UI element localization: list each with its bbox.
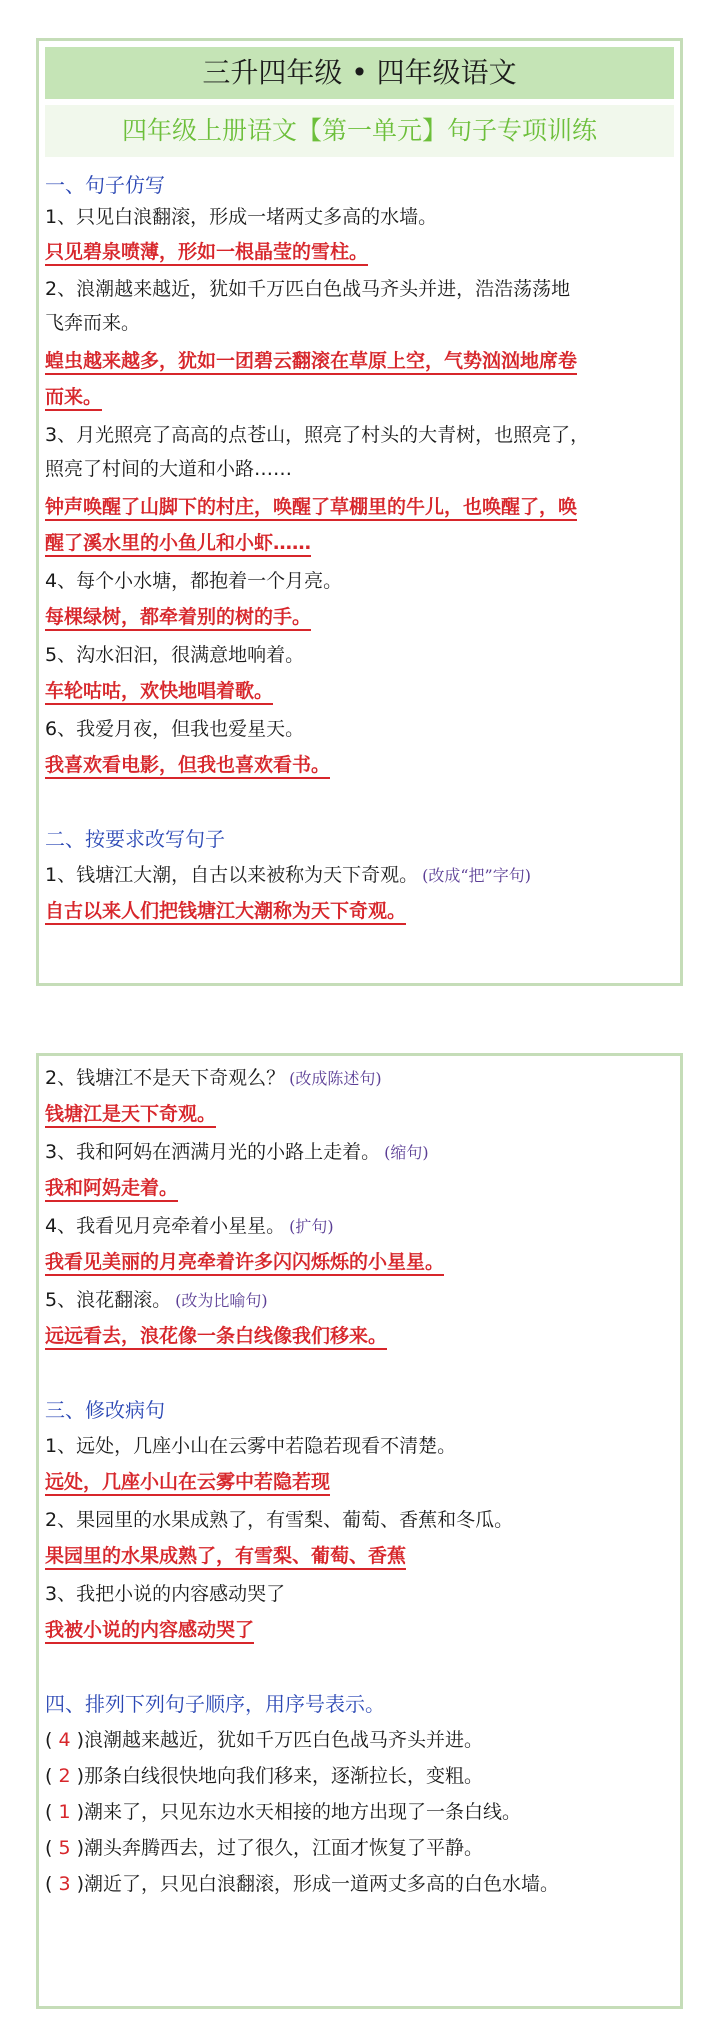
ordering-text: )浪潮越来越近，犹如千万匹白色战马齐头并进。 — [76, 1729, 484, 1751]
answer-text: 我喜欢看电影，但我也喜欢看书。 — [45, 754, 330, 779]
order-number: 1 — [58, 1801, 71, 1823]
question-text: 3、月光照亮了高高的点苍山，照亮了村头的大青树，也照亮了， — [45, 424, 590, 446]
answer-text: 醒了溪水里的小鱼儿和小虾…… — [45, 532, 311, 557]
question-text: 4、我看见月亮牵着小星星。 — [45, 1215, 286, 1237]
answer-text: 果园里的水果成熟了，有雪梨、葡萄、香蕉 — [45, 1545, 406, 1570]
ordering-text: )潮头奔腾西去，过了很久，江面才恢复了平静。 — [76, 1837, 484, 1859]
question-text: 照亮了村间的大道和小路…… — [45, 458, 293, 480]
question-line — [45, 861, 531, 890]
order-number: 4 — [58, 1729, 71, 1751]
answer-text: 远处，几座小山在云雾中若隐若现 — [45, 1471, 330, 1496]
question-text: 4、每个小水塘，都抱着一个月亮。 — [45, 570, 343, 592]
question-text: 6、我爱月夜，但我也爱星天。 — [45, 718, 305, 740]
ordering-text: )潮近了，只见白浪翻滚，形成一道两丈多高的白色水墙。 — [76, 1873, 560, 1895]
answer-text: 而来。 — [45, 386, 102, 411]
question-text: 3、我把小说的内容感动哭了 — [45, 1583, 286, 1605]
worksheet-card-1 — [36, 38, 683, 986]
question-line — [45, 1064, 382, 1093]
answer-text: 远远看去，浪花像一条白线像我们移来。 — [45, 1325, 387, 1350]
answer-text: 钱塘江是天下奇观。 — [45, 1103, 216, 1128]
question-text: 3、我和阿妈在洒满月光的小路上走着。 — [45, 1141, 381, 1163]
question-text: 2、钱塘江不是天下奇观么？ — [45, 1067, 286, 1089]
ordering-item: ( 3 )潮近了，只见白浪翻滚，形成一道两丈多高的白色水墙。 — [45, 1873, 560, 1895]
instruction-hint: (扩句) — [289, 1217, 334, 1236]
section-heading-2: 二、按要求改写句子 — [45, 827, 225, 851]
question-text: 2、浪潮越来越近，犹如千万匹白色战马齐头并进，浩浩荡荡地 — [45, 278, 571, 300]
question-text: 1、远处，几座小山在云雾中若隐若现看不清楚。 — [45, 1435, 457, 1457]
ordering-text: )那条白线很快地向我们移来，逐渐拉长，变粗。 — [76, 1765, 484, 1787]
instruction-hint: (改成“把”字句) — [422, 866, 531, 885]
answer-text: 我和阿妈走着。 — [45, 1177, 178, 1202]
question-text: 5、浪花翻滚。 — [45, 1289, 172, 1311]
question-text: 1、只见白浪翻滚，形成一堵两丈多高的水墙。 — [45, 206, 438, 228]
instruction-hint: (改为比喻句) — [175, 1291, 268, 1310]
question-text: 飞奔而来。 — [45, 312, 141, 334]
answer-text: 蝗虫越来越多，犹如一团碧云翻滚在草原上空，气势汹汹地席卷 — [45, 350, 577, 375]
question-line — [45, 1138, 429, 1167]
section-heading-4: 四、排列下列句子顺序，用序号表示。 — [45, 1692, 385, 1716]
question-line — [45, 1286, 268, 1315]
worksheet-card-2 — [36, 1053, 683, 2009]
ordering-item: ( 1 )潮来了，只见东边水天相接的地方出现了一条白线。 — [45, 1801, 522, 1823]
ordering-item: ( 5 )潮头奔腾西去，过了很久，江面才恢复了平静。 — [45, 1837, 484, 1859]
answer-text: 我被小说的内容感动哭了 — [45, 1619, 254, 1644]
page-subtitle: 四年级上册语文【第一单元】句子专项训练 — [45, 105, 674, 157]
answer-text: 我看见美丽的月亮牵着许多闪闪烁烁的小星星。 — [45, 1251, 444, 1276]
section-heading-1: 一、句子仿写 — [45, 173, 165, 197]
ordering-item: ( 2 )那条白线很快地向我们移来，逐渐拉长，变粗。 — [45, 1765, 484, 1787]
ordering-item: ( 4 )浪潮越来越近，犹如千万匹白色战马齐头并进。 — [45, 1729, 484, 1751]
answer-text: 车轮咕咕，欢快地唱着歌。 — [45, 680, 273, 705]
answer-text: 只见碧泉喷薄，形如一根晶莹的雪柱。 — [45, 241, 368, 266]
page-title: 三升四年级 • 四年级语文 — [45, 47, 674, 99]
ordering-text: )潮来了，只见东边水天相接的地方出现了一条白线。 — [76, 1801, 522, 1823]
order-number: 5 — [58, 1837, 71, 1859]
answer-text: 每棵绿树，都牵着别的树的手。 — [45, 606, 311, 631]
answer-text: 钟声唤醒了山脚下的村庄，唤醒了草棚里的牛儿，也唤醒了，唤 — [45, 496, 577, 521]
question-text: 2、果园里的水果成熟了，有雪梨、葡萄、香蕉和冬瓜。 — [45, 1509, 514, 1531]
question-line — [45, 1212, 334, 1241]
instruction-hint: (改成陈述句) — [289, 1069, 382, 1088]
instruction-hint: (缩句) — [384, 1143, 429, 1162]
order-number: 2 — [58, 1765, 71, 1787]
answer-text: 自古以来人们把钱塘江大潮称为天下奇观。 — [45, 900, 406, 925]
question-text: 5、沟水汩汩，很满意地响着。 — [45, 644, 305, 666]
question-text: 1、钱塘江大潮，自古以来被称为天下奇观。 — [45, 864, 419, 886]
section-heading-3: 三、修改病句 — [45, 1398, 165, 1422]
order-number: 3 — [58, 1873, 71, 1895]
